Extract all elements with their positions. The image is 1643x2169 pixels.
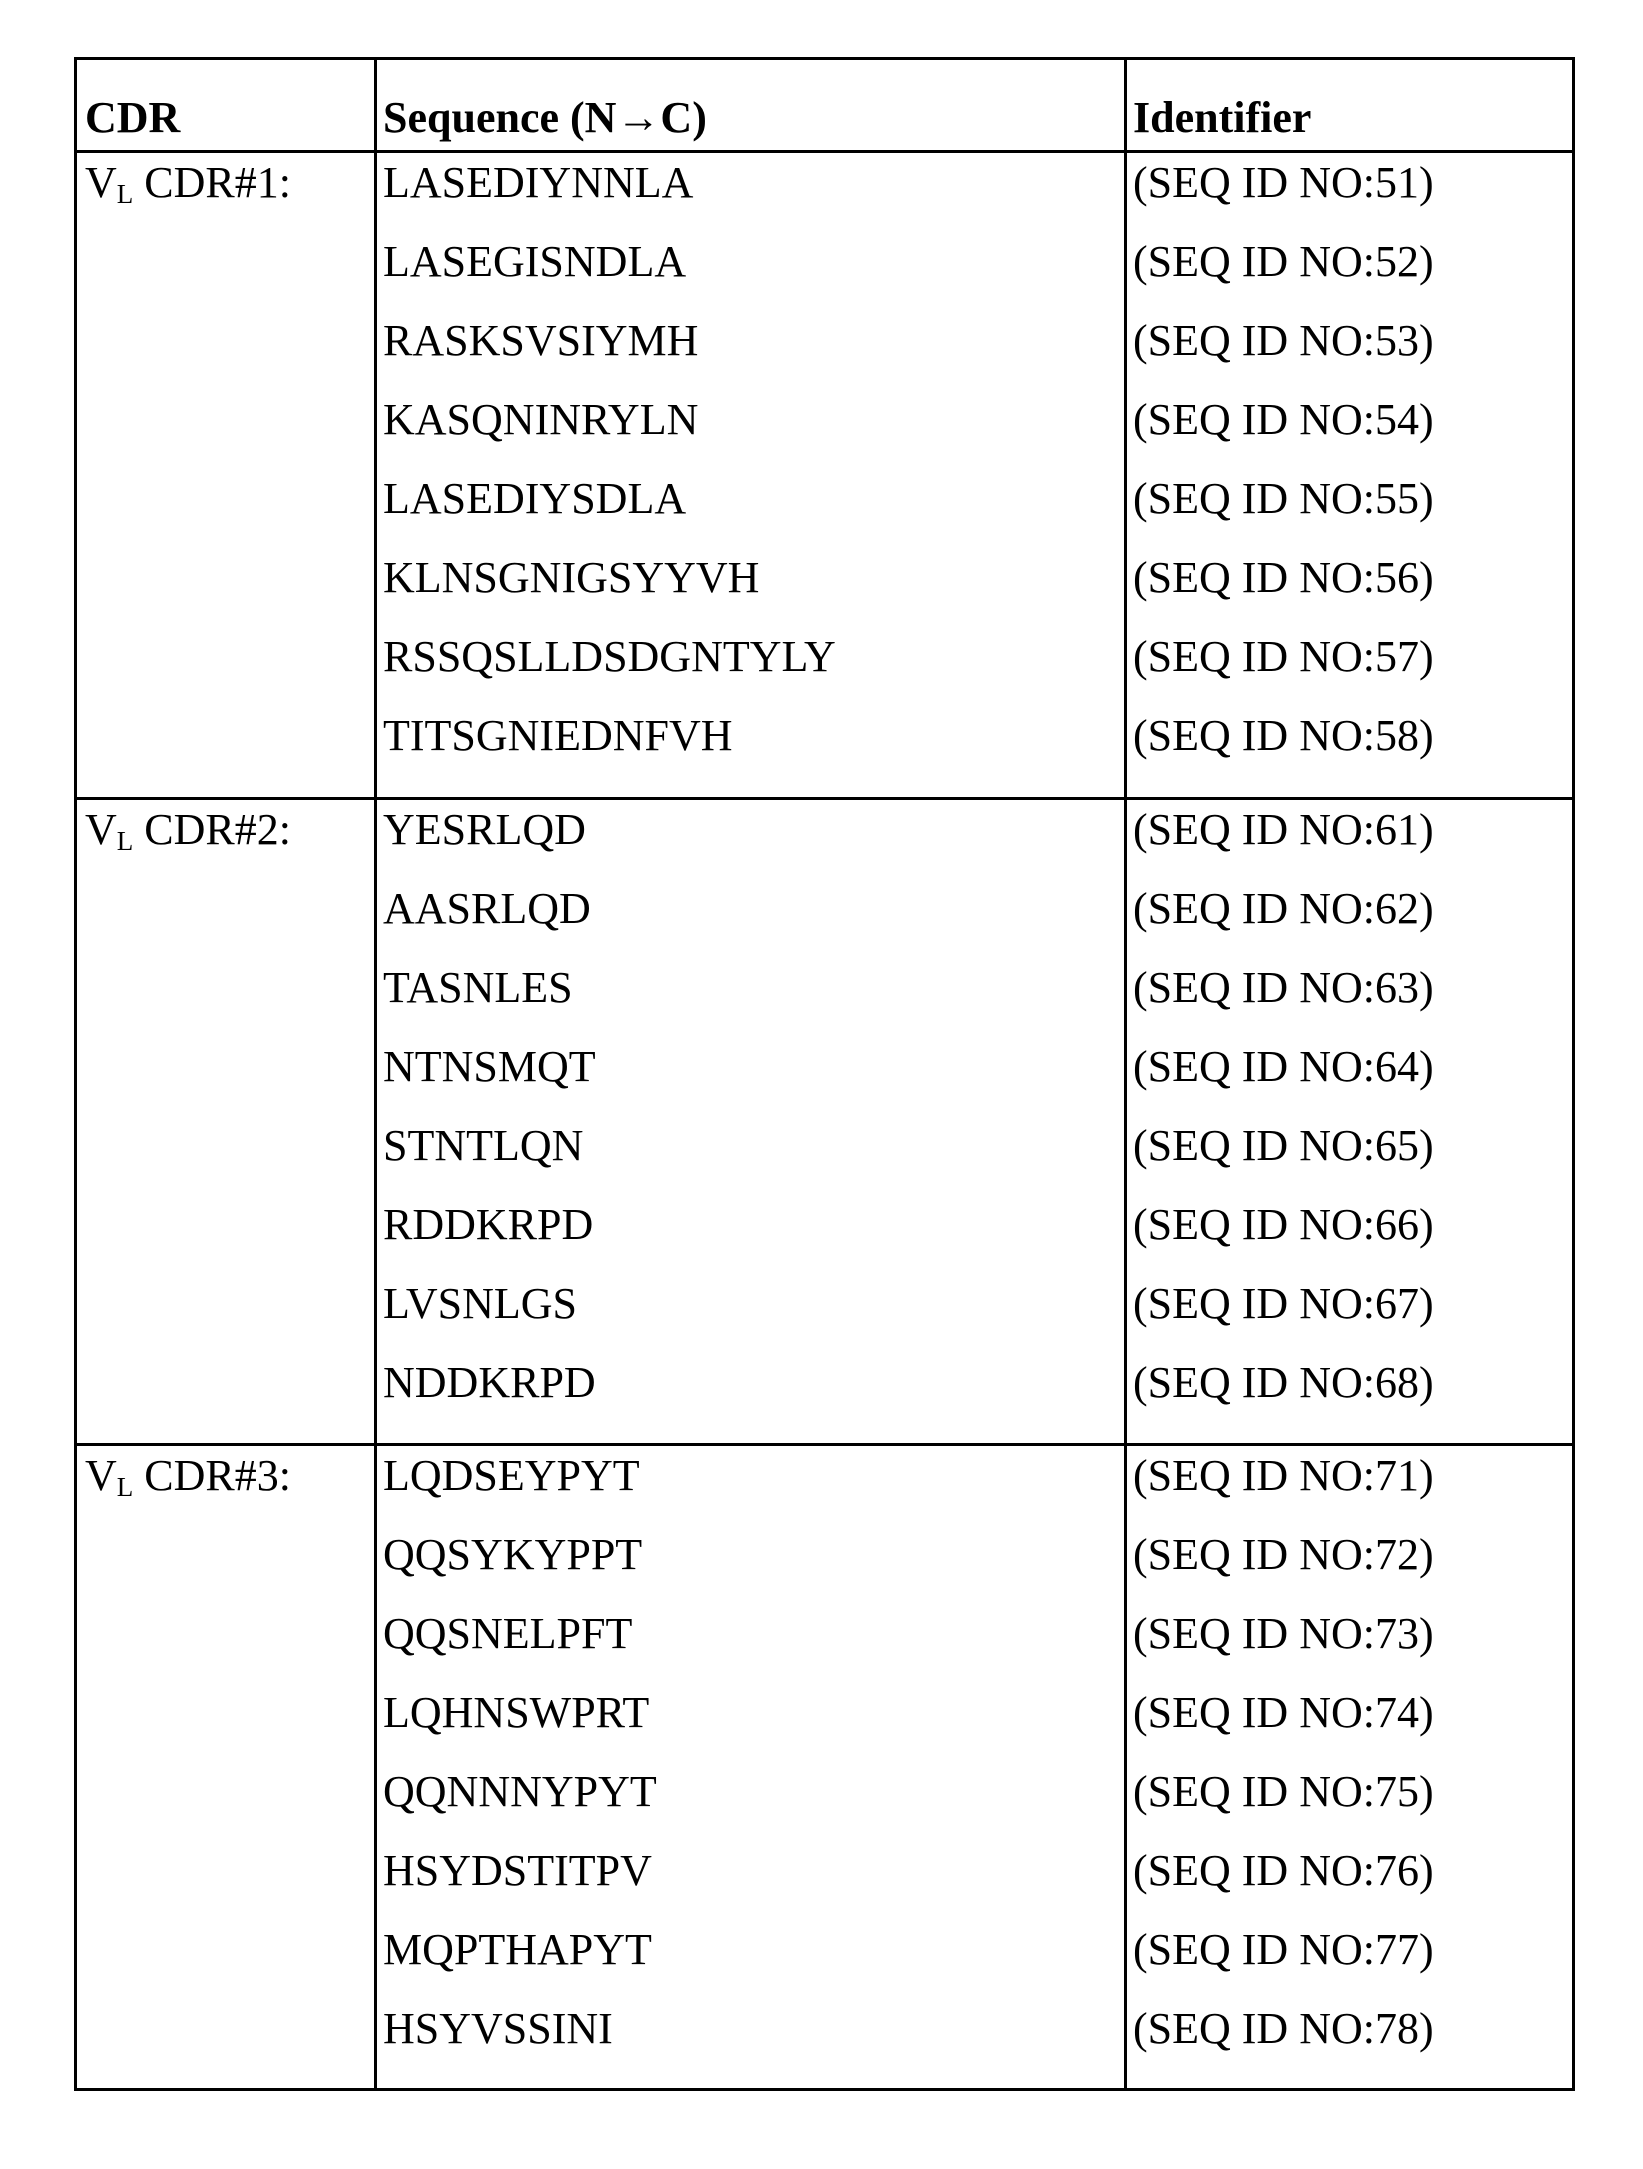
sequence-cell: TITSGNIEDNFVH [383, 711, 733, 760]
sequence-cell: NTNSMQT [383, 1042, 596, 1091]
cdr-label [85, 158, 291, 210]
cdr-label-main: V [85, 1451, 117, 1500]
sequence-cell: YESRLQD [383, 805, 586, 854]
sequence-cell: LASEGISNDLA [383, 237, 687, 286]
identifier-cell: (SEQ ID NO:51) [1133, 158, 1434, 207]
identifier-cell: (SEQ ID NO:66) [1133, 1200, 1434, 1249]
sequence-cell: QQNNNYPYT [383, 1767, 657, 1816]
identifier-cell: (SEQ ID NO:72) [1133, 1530, 1434, 1579]
cdr-sequence-table [74, 57, 1575, 2091]
sequence-cell: LQDSEYPYT [383, 1451, 640, 1500]
identifier-cell: (SEQ ID NO:63) [1133, 963, 1434, 1012]
identifier-cell: (SEQ ID NO:75) [1133, 1767, 1434, 1816]
cdr-label-subscript: L [116, 1472, 134, 1502]
identifier-cell: (SEQ ID NO:77) [1133, 1925, 1434, 1974]
sequence-cell: NDDKRPD [383, 1358, 596, 1407]
cdr-label-rest: CDR#3: [133, 1451, 291, 1500]
sequence-cell: LASEDIYSDLA [383, 474, 687, 523]
identifier-cell: (SEQ ID NO:61) [1133, 805, 1434, 854]
identifier-cell: (SEQ ID NO:68) [1133, 1358, 1434, 1407]
cdr-label-subscript: L [116, 826, 134, 856]
sequence-cell: KASQNINRYLN [383, 395, 699, 444]
identifier-cell: (SEQ ID NO:71) [1133, 1451, 1434, 1500]
identifier-cell: (SEQ ID NO:54) [1133, 395, 1434, 444]
sequence-cell: AASRLQD [383, 884, 591, 933]
cdr-label [85, 805, 291, 857]
identifier-cell: (SEQ ID NO:64) [1133, 1042, 1434, 1091]
sequence-cell: MQPTHAPYT [383, 1925, 652, 1974]
sequence-cell: RDDKRPD [383, 1200, 594, 1249]
cdr-label-main: V [85, 158, 117, 207]
identifier-cell: (SEQ ID NO:55) [1133, 474, 1434, 523]
identifier-cell: (SEQ ID NO:65) [1133, 1121, 1434, 1170]
section-divider-2 [77, 1443, 1572, 1446]
identifier-cell: (SEQ ID NO:52) [1133, 237, 1434, 286]
identifier-cell: (SEQ ID NO:74) [1133, 1688, 1434, 1737]
sequence-cell: KLNSGNIGSYYVH [383, 553, 760, 602]
cdr-label [85, 1451, 291, 1503]
column-divider-sequence-identifier [1124, 60, 1127, 2088]
identifier-cell: (SEQ ID NO:53) [1133, 316, 1434, 365]
sequence-cell: RSSQSLLDSDGNTYLY [383, 632, 836, 681]
sequence-cell: STNTLQN [383, 1121, 584, 1170]
identifier-cell: (SEQ ID NO:76) [1133, 1846, 1434, 1895]
sequence-cell: TASNLES [383, 963, 573, 1012]
identifier-cell: (SEQ ID NO:62) [1133, 884, 1434, 933]
header-cdr: CDR [85, 93, 181, 142]
identifier-cell: (SEQ ID NO:58) [1133, 711, 1434, 760]
column-divider-cdr-sequence [374, 60, 377, 2088]
sequence-cell: HSYDSTITPV [383, 1846, 652, 1895]
identifier-cell: (SEQ ID NO:78) [1133, 2004, 1434, 2053]
sequence-cell: HSYVSSINI [383, 2004, 613, 2053]
header-sequence: Sequence (N→C) [383, 93, 707, 142]
identifier-cell: (SEQ ID NO:73) [1133, 1609, 1434, 1658]
sequence-cell: QQSYKYPPT [383, 1530, 643, 1579]
cdr-label-subscript: L [116, 179, 134, 209]
sequence-cell: LASEDIYNNLA [383, 158, 694, 207]
sequence-cell: RASKSVSIYMH [383, 316, 699, 365]
header-identifier: Identifier [1133, 93, 1312, 142]
identifier-cell: (SEQ ID NO:56) [1133, 553, 1434, 602]
cdr-label-rest: CDR#1: [133, 158, 291, 207]
cdr-label-main: V [85, 805, 117, 854]
sequence-cell: LQHNSWPRT [383, 1688, 650, 1737]
identifier-cell: (SEQ ID NO:67) [1133, 1279, 1434, 1328]
identifier-cell: (SEQ ID NO:57) [1133, 632, 1434, 681]
sequence-cell: QQSNELPFT [383, 1609, 633, 1658]
cdr-label-rest: CDR#2: [133, 805, 291, 854]
header-divider [77, 150, 1572, 153]
section-divider-1 [77, 797, 1572, 800]
sequence-cell: LVSNLGS [383, 1279, 577, 1328]
